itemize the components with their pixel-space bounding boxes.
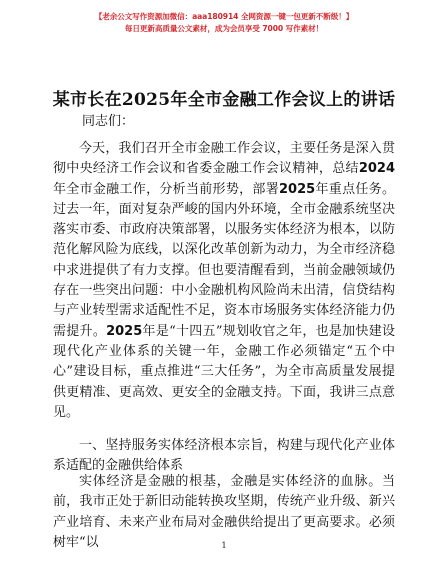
- section-heading-1: 一、坚持服务实体经济根本宗旨，构建与现代化产业体系适配的金融供给体系: [53, 438, 395, 474]
- paragraph-intro-text-3: 年重点任务。过去一年，面对复杂严峻的国内外环境，全市金融系统坚决落实市委、市政府决策部署，以服务实体经济为根本，以防范化解风险为底线，以深化改革创新为动力，为全市经济稳中求进提供了有力支撑。但也要清醒看到，当前金融领域仍存在一些突出问题：中小金融机构风险尚未出清，信贷结构与产业转型需求适配性不足，资本市场服务实体经济能力仍需提升。: [53, 181, 395, 339]
- salutation: 同志们：: [82, 114, 135, 129]
- year-2025-second: 2025: [106, 323, 143, 339]
- paragraph-intro-text-2: 年全市金融工作，分析当前形势，部署: [53, 181, 280, 197]
- paragraph-section-1: 实体经济是金融的根基，金融是实体经济的血脉。当前，我市正处于新旧动能转换攻坚期，传统产业升级、新兴产业培育、未来产业布局对金融供给提出了更高要求。必须树牢“以: [53, 474, 395, 550]
- year-2024: 2024: [358, 161, 395, 177]
- paragraph-intro-text-1: 今天，我们召开全市金融工作会议，主要任务是深入贯彻中央经济工作会议和省委金融工作会议精神，总结: [53, 141, 395, 177]
- paragraph-intro: [53, 139, 395, 423]
- year-2025: 2025: [279, 181, 316, 197]
- page-number: 1: [221, 541, 227, 550]
- document-title: 某市长在2025年全市金融工作会议上的讲话: [52, 90, 396, 110]
- promo-banner-line-1: 【老余公文写作资源加微信：aaa180914 全网资源一键一包更新不断级！】: [94, 12, 354, 21]
- promo-banner-line-2: 每日更新高质量公文素材，成为会员享受 7000 写作素材！: [124, 24, 324, 33]
- paragraph-intro-text-4: 年是“十四五”规划收官之年，也是加快建设现代化产业体系的关键一年，金融工作必须锚定“五个中心”建设目标，重点推进“三大任务”，为全市高质量发展提供更精准、更高效、更安全的金融支持。下面，我讲三点意见。: [53, 323, 395, 420]
